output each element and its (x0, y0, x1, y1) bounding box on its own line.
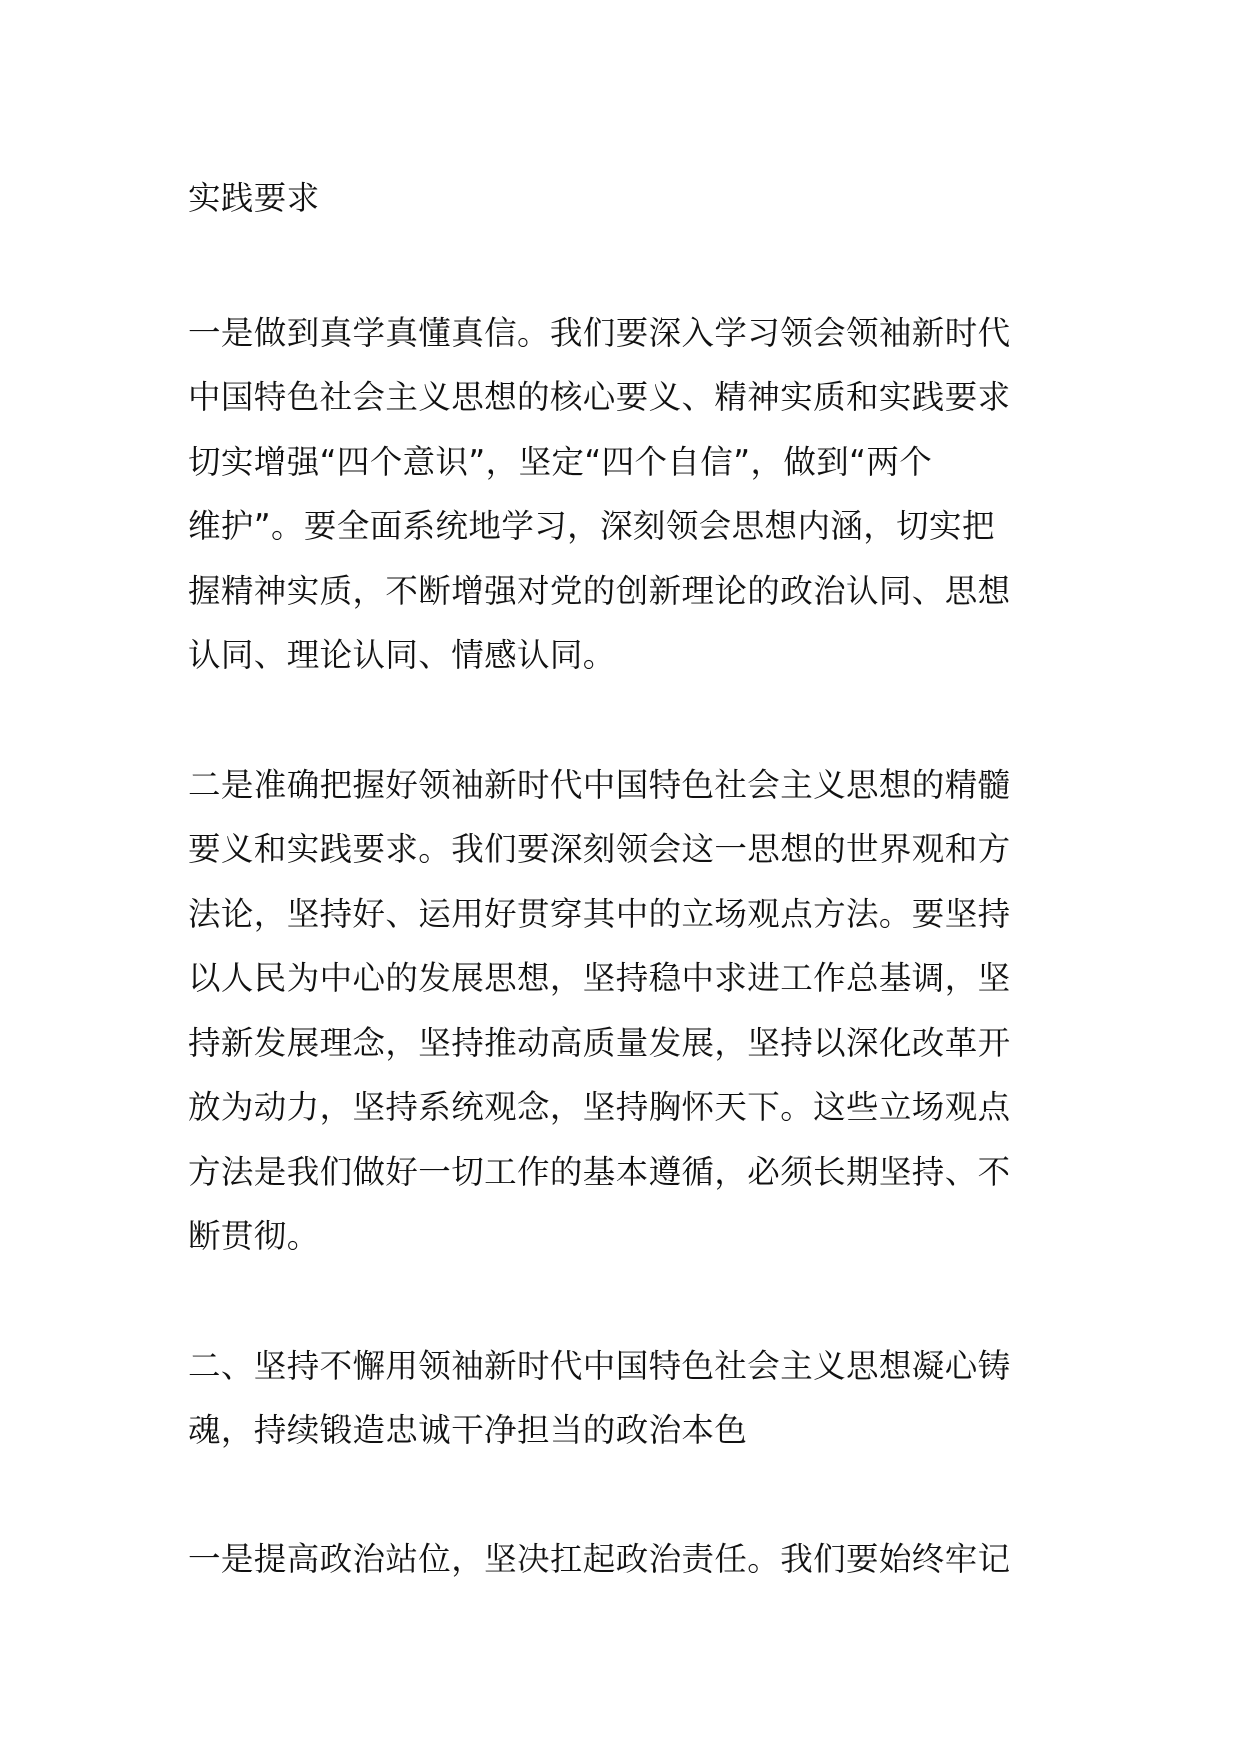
text-line: 一是做到真学真懂真信。我们要深入学习领会领袖新时代 (188, 313, 1011, 352)
paragraph-2 (188, 753, 1058, 1269)
text-line: 断贯彻。 (188, 1217, 320, 1255)
text-line: 要义和实践要求。我们要深刻领会这一思想的世界观和方 (188, 830, 1011, 868)
text-line: 维护”。要全面系统地学习，深刻领会思想内涵，切实把 (188, 507, 995, 545)
text-line: 握精神实质，不断增强对党的创新理论的政治认同、思想 (188, 571, 1011, 610)
text-line: 魂，持续锻造忠诚干净担当的政治本色 (188, 1411, 748, 1449)
text-line: 法论，坚持好、运用好贯穿其中的立场观点方法。要坚持 (188, 894, 1011, 933)
text-line: 二、坚持不懈用领袖新时代中国特色社会主义思想凝心铸 (188, 1346, 1011, 1385)
text-line: 认同、理论认同、情感认同。 (188, 636, 616, 674)
text-line: 方法是我们做好一切工作的基本遵循，必须长期坚持、不 (188, 1152, 1011, 1191)
heading-fragment (188, 166, 1058, 231)
text-line: 实践要求 (188, 179, 320, 217)
text-line: 切实增强“四个意识”，坚定“四个自信”，做到“两个 (188, 442, 933, 481)
text-line: 二是准确把握好领袖新时代中国特色社会主义思想的精髓 (188, 765, 1011, 804)
document-body (188, 166, 1058, 1591)
paragraph-1 (188, 301, 1058, 688)
paragraph-3 (188, 1527, 1058, 1592)
text-line: 一是提高政治站位，坚决扛起政治责任。我们要始终牢记 (188, 1539, 1011, 1578)
text-line: 持新发展理念，坚持推动高质量发展，坚持以深化改革开 (188, 1023, 1011, 1062)
section-heading (188, 1334, 1058, 1463)
text-line: 中国特色社会主义思想的核心要义、精神实质和实践要求 (188, 378, 1011, 416)
text-line: 放为动力，坚持系统观念，坚持胸怀天下。这些立场观点 (188, 1088, 1011, 1126)
text-line: 以人民为中心的发展思想，坚持稳中求进工作总基调，坚 (188, 959, 1011, 997)
